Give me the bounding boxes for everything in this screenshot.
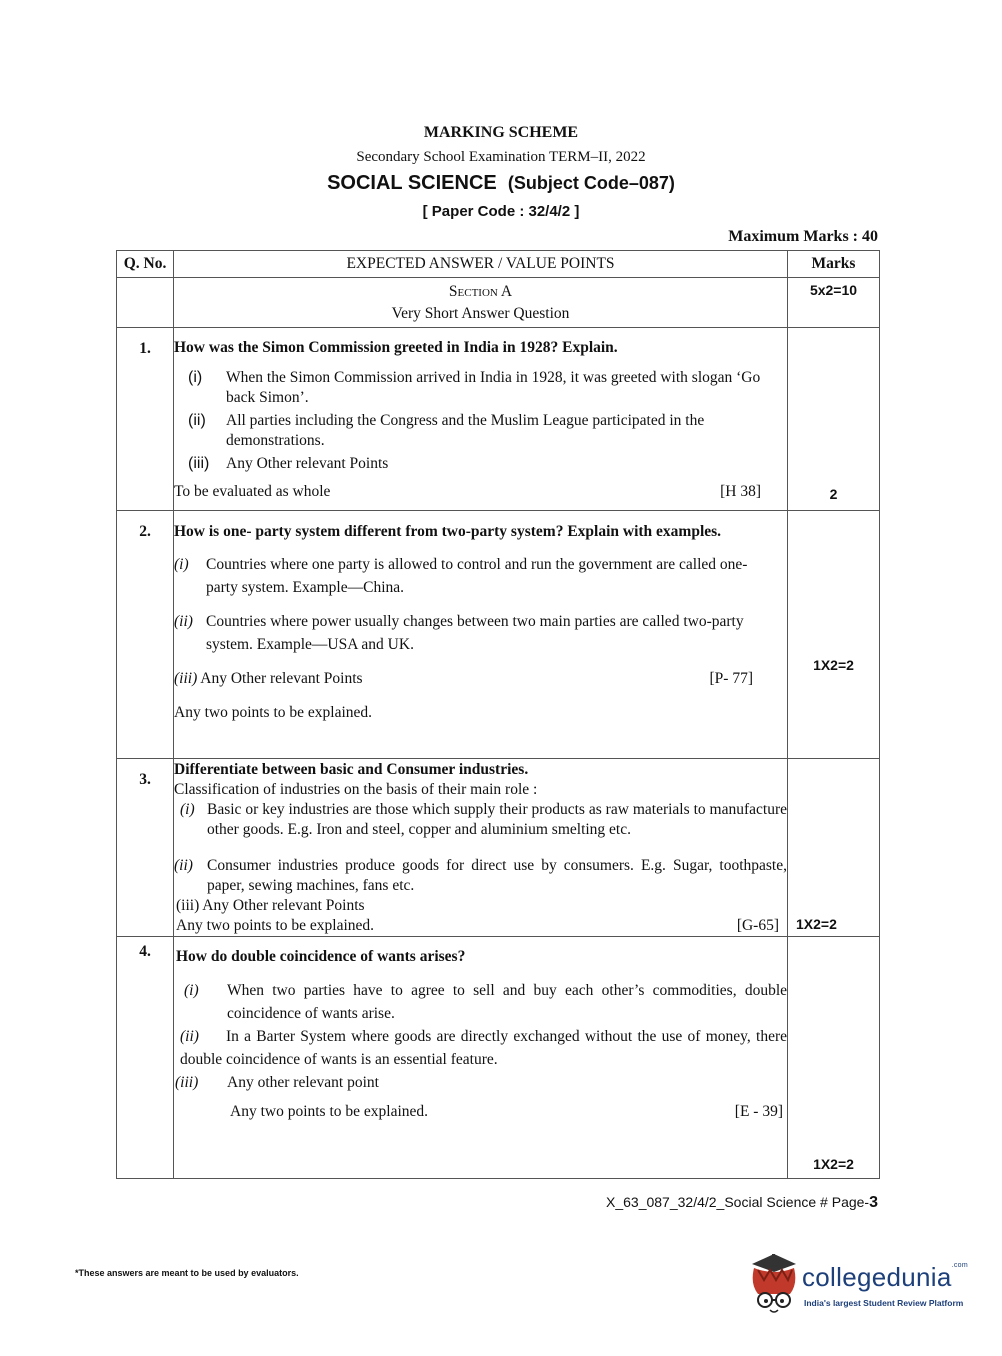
col-answer-header: EXPECTED ANSWER / VALUE POINTS [174,251,788,278]
answer-point: (iii) Any Other relevant Points [188,455,389,472]
reference: [H 38] [720,483,761,500]
mascot-icon [744,1250,804,1318]
answer-point: (ii) In a Barter System where goods are directly exchanged without the use of money, there double coincidence of wants is an essential feature. [180,1028,787,1068]
answer-point: (ii) Countries where power usually changes between two main parties are called two-party system. Example—USA and UK. [174,613,744,653]
answer-point: (ii) Consumer industries produce goods for direct use by consumers. E.g. Sugar, toothpaste, paper, sewing machines, fans etc. [174,857,787,894]
collegedunia-logo [744,1250,974,1320]
col-qno-header: Q. No. [117,251,174,278]
brand-tagline: India's largest Student Review Platform [804,1298,964,1308]
answer-point: (ii) All parties including the Congress and the Muslim League participated in the demonstrations. [188,412,705,449]
question-marks: 2 [829,486,838,502]
question-marks: 1X2=2 [813,657,854,673]
question-text: How was the Simon Commission greeted in India in 1928? Explain. [174,339,618,356]
section-title: Section A [448,283,513,300]
maximum-marks: Maximum Marks : 40 [728,228,878,245]
answer-point: (i) Countries where one party is allowed to control and run the government are called one-party system. Example—China. [174,556,748,596]
doc-title: MARKING SCHEME [423,124,579,141]
evaluator-note: *These answers are meant to be used by evaluators. [75,1268,299,1278]
answer-point: (iii) Any Other relevant Points [176,897,365,914]
section-row [117,278,880,328]
brand-domain: .com [951,1262,968,1269]
question-row-2 [117,511,880,759]
reference: [P- 77] [709,670,753,687]
subject-line [0,172,1002,195]
subject-name: SOCIAL SCIENCE [327,172,497,194]
table-header-row [117,251,880,278]
marking-table [116,250,880,1179]
question-text: Differentiate between basic and Consumer industries. [174,761,529,778]
page-number: 3 [869,1194,878,1211]
page-footer [606,1194,878,1212]
question-marks: 1X2=2 [813,1156,854,1172]
evaluation-note: Any two points to be explained. [176,917,375,934]
question-number: 2. [117,511,174,759]
reference: [G-65] [736,917,779,934]
exam-name: Secondary School Examination TERM–II, 2022 [356,149,646,165]
answer-point: (i) When two parties have to agree to sell and buy each other’s commodities, double coincidence of wants arise. [184,982,787,1022]
question-row-3 [117,759,880,937]
question-text: How do double coincidence of wants arises? [176,948,466,965]
evaluation-note: Any two points to be explained. [174,704,373,721]
paper-code: [ Paper Code : 32/4/2 ] [422,203,580,220]
answer-intro: Classification of industries on the basis of their main role : [174,781,538,798]
section-subtitle: Very Short Answer Question [391,305,570,322]
answer-point: (iii) Any Other relevant Points [P- 77] [174,667,787,690]
reference: [E - 39] [734,1103,783,1120]
question-number: 3. [117,759,174,937]
footer-label: X_63_087_32/4/2_Social Science # Page- [606,1194,870,1210]
answer-point: (i) When the Simon Commission arrived in India in 1928, it was greeted with slogan ‘Go back Simon’. [188,369,761,406]
question-number: 1. [117,328,174,511]
answer-point: (i) Basic or key industries are those which supply their products as raw materials to manufacture other goods. E.g. Iron and steel, copper and aluminium smelting etc. [180,801,787,838]
question-text: How is one- party system different from two-party system? Explain with examples. [174,523,722,540]
section-marks: 5x2=10 [809,282,858,298]
question-row-4 [117,937,880,1179]
question-number: 4. [117,937,174,1179]
question-row-1 [117,328,880,511]
brand-name: collegedunia$^{.com}$ [802,1262,968,1292]
answer-point: (iii) Any other relevant point [175,1074,379,1091]
question-marks: 1X2=2 [796,916,837,932]
col-marks-header: Marks [788,251,880,278]
evaluation-note: Any two points to be explained. [230,1103,429,1120]
evaluation-note: To be evaluated as whole [174,483,331,500]
subject-code: (Subject Code–087) [507,173,675,193]
